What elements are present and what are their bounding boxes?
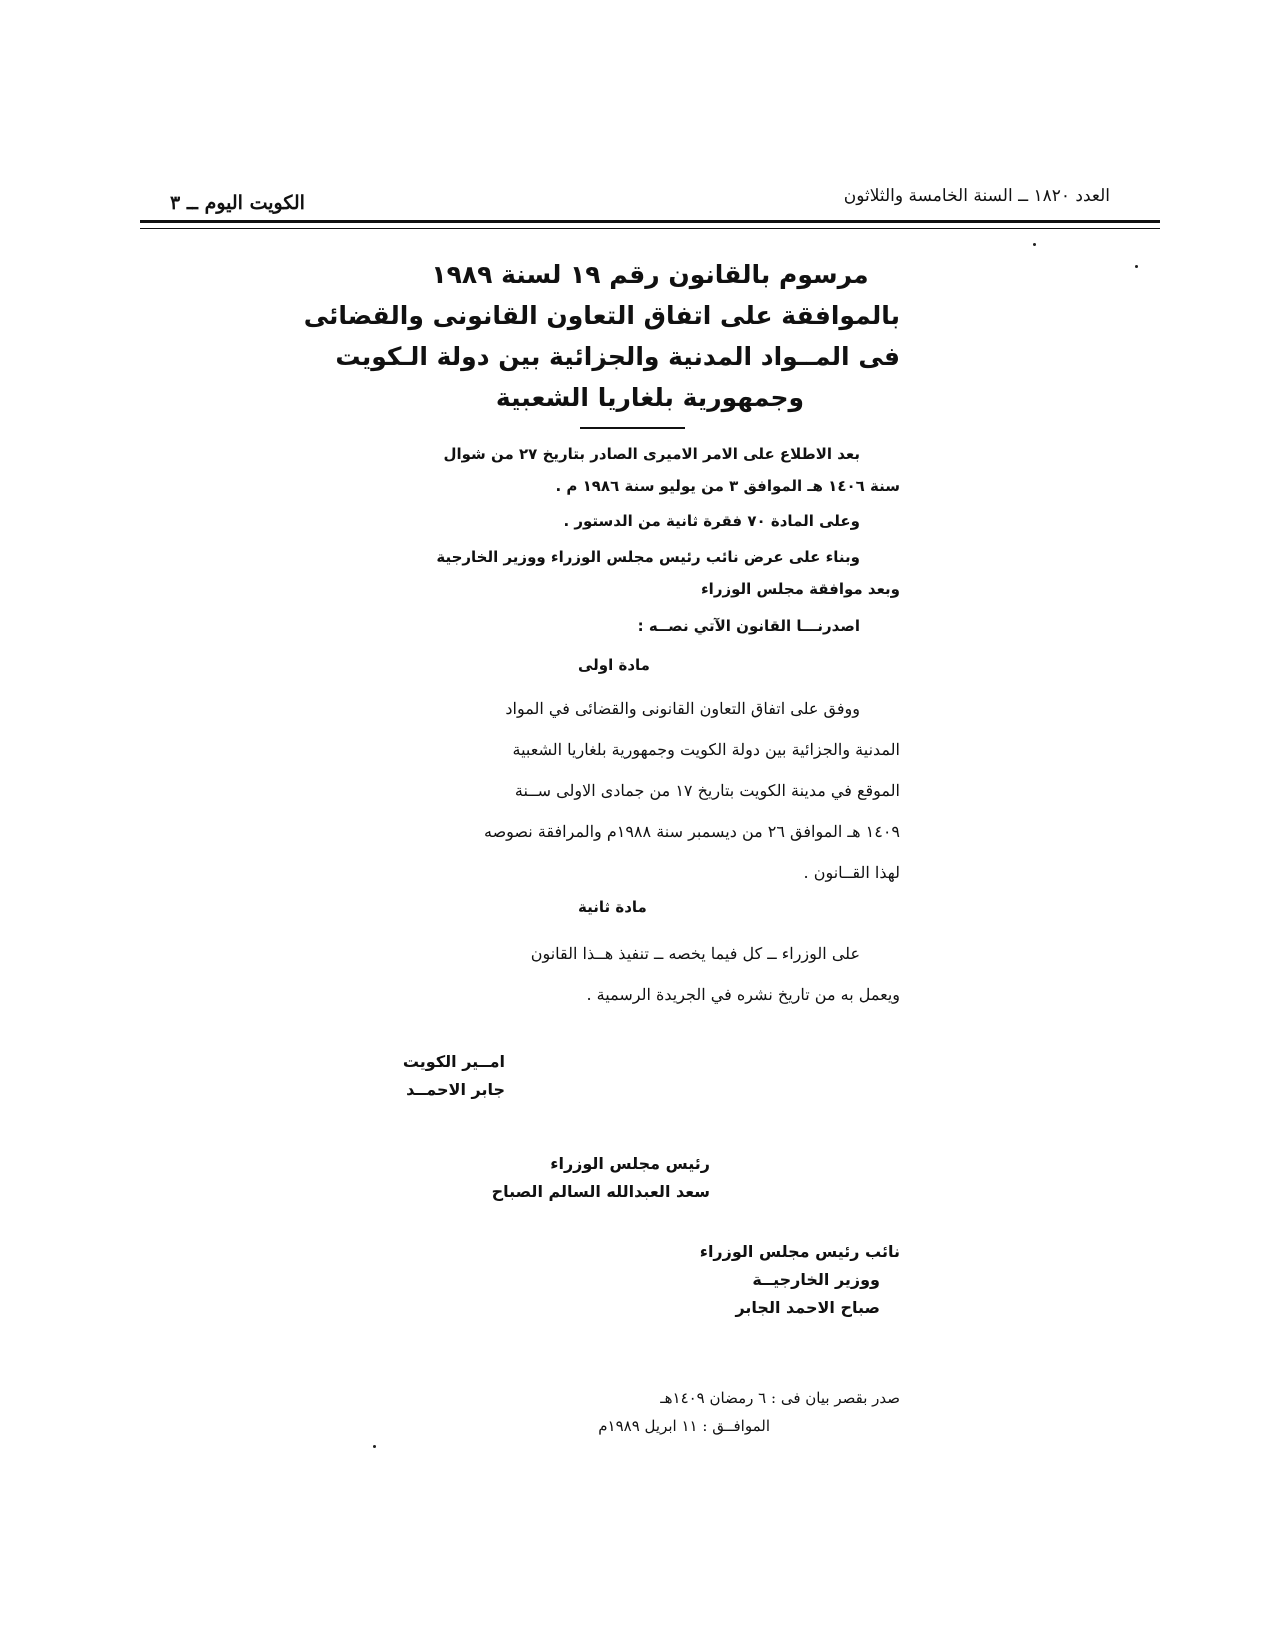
scan-speck — [373, 1445, 376, 1448]
preamble-line: وبناء على عرض نائب رئيس مجلس الوزراء ووزير الخارجية — [436, 548, 860, 566]
preamble-paragraph-4 — [400, 610, 900, 642]
article-2-heading: مادة ثانية — [578, 898, 647, 916]
title-line: وجمهورية بلغاريا الشعبية — [495, 383, 805, 412]
issue-place-date: صدر بقصر بيان فى : ٦ رمضان ١٤٠٩هـ — [660, 1389, 900, 1407]
decree-title — [303, 254, 900, 418]
title-line: فى المــواد المدنية والجزائية بين دولة الـكويت — [335, 342, 900, 371]
article-line: ويعمل به من تاريخ نشره في الجريدة الرسمية . — [586, 985, 900, 1004]
preamble-paragraph-3 — [400, 541, 900, 605]
article-line: على الوزراء ــ كل فيما يخصه ــ تنفيذ هــذا القانون — [530, 944, 860, 963]
title-separator — [580, 427, 685, 429]
title-line: مرسوم بالقانون رقم ١٩ لسنة ١٩٨٩ — [431, 260, 869, 289]
page-header-right: العدد ١٨٢٠ ــ السنة الخامسة والثلاثون — [843, 186, 1110, 206]
article-line: الموقع في مدينة الكويت بتاريخ ١٧ من جمادى الاولى ســنة — [514, 781, 900, 800]
preamble-line: اصدرنـــا القانون الآتي نصــه : — [637, 617, 860, 635]
header-rule-thick — [140, 220, 1160, 223]
scan-speck — [1033, 243, 1036, 246]
signature-name: سعد العبدالله السالم الصباح — [491, 1182, 710, 1201]
issue-gregorian-date: الموافــق : ١١ ابريل ١٩٨٩م — [598, 1417, 770, 1435]
signature-title: ووزير الخارجيــة — [752, 1270, 880, 1289]
title-line: بالموافقة على اتفاق التعاون القانونى والقضائى — [303, 301, 900, 330]
preamble-line: سنة ١٤٠٦ هـ الموافق ٣ من يوليو سنة ١٩٨٦ م . — [555, 477, 900, 495]
issue-date — [598, 1384, 900, 1440]
article-line: ١٤٠٩ هـ الموافق ٢٦ من ديسمبر سنة ١٩٨٨م والمرافقة نصوصه — [484, 822, 900, 841]
signature-title: امــير الكويت — [402, 1052, 505, 1071]
preamble-line: وبعد موافقة مجلس الوزراء — [701, 580, 900, 598]
signature-name: صباح الاحمد الجابر — [735, 1298, 880, 1317]
article-line: المدنية والجزائية بين دولة الكويت وجمهورية بلغاريا الشعبية — [512, 740, 900, 759]
article-1-text — [420, 688, 900, 893]
header-rule-thin — [140, 228, 1160, 229]
signature-deputy-pm — [700, 1238, 900, 1322]
page-header-left: الكويت اليوم ــ ٣ — [170, 192, 305, 214]
article-line: ووفق على اتفاق التعاون القانونى والقضائى في المواد — [505, 699, 860, 718]
signature-prime-minister — [492, 1150, 710, 1206]
article-1-heading: مادة اولى — [578, 656, 650, 674]
article-line: لهذا القــانون . — [803, 863, 900, 882]
article-2-text — [420, 933, 900, 1015]
signature-title: نائب رئيس مجلس الوزراء — [699, 1242, 900, 1261]
preamble-paragraph-1 — [400, 438, 900, 502]
signature-name: جابر الاحمــد — [406, 1080, 505, 1099]
signature-emir — [403, 1048, 505, 1104]
preamble-paragraph-2 — [400, 505, 900, 537]
signature-title: رئيس مجلس الوزراء — [550, 1154, 710, 1173]
scan-speck — [1135, 265, 1138, 268]
preamble-line: بعد الاطلاع على الامر الاميرى الصادر بتاريخ ٢٧ من شوال — [443, 445, 860, 463]
preamble-line: وعلى المادة ٧٠ فقرة ثانية من الدستور . — [563, 512, 860, 530]
